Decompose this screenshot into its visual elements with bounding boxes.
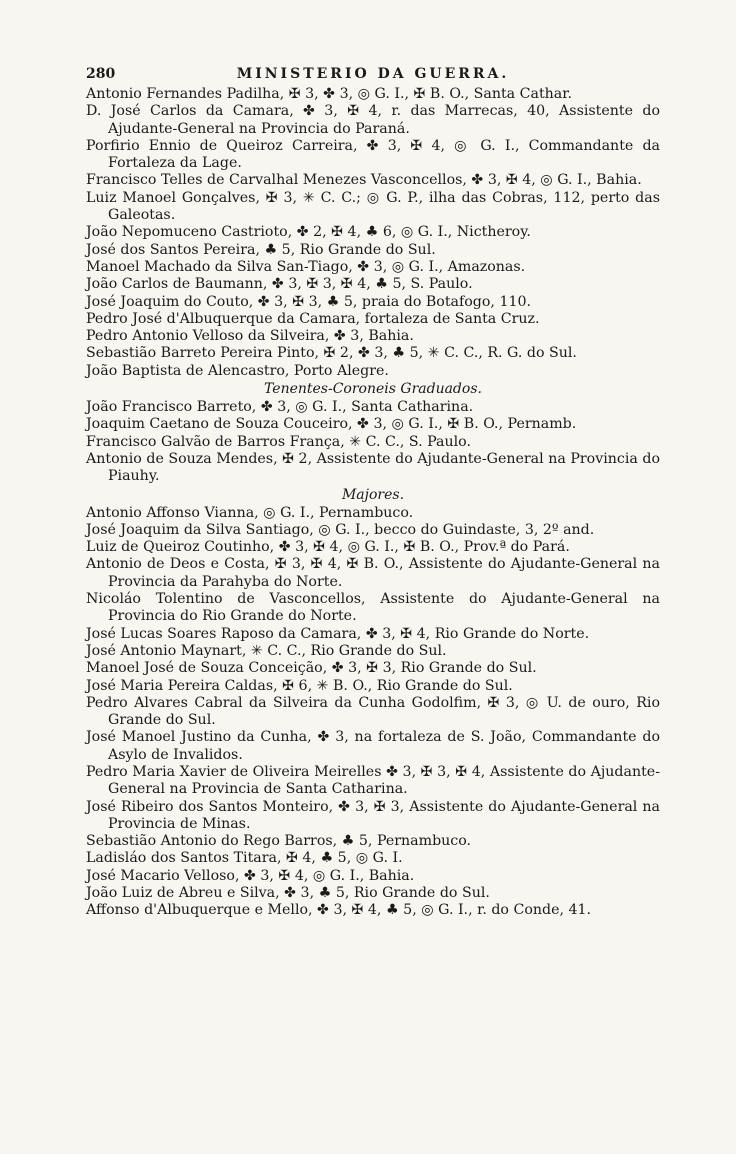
officer-entry: Luiz de Queiroz Coutinho, ✤ 3, ✠ 4, ◎ G. I., ✠ B. O., Prov.ª do Pará. (86, 539, 570, 556)
officer-entry: Manoel Machado da Silva San-Tiago, ✤ 3, ◎ G. I., Amazonas. (86, 258, 526, 275)
officer-list-majores (86, 505, 660, 920)
running-head: MINISTERIO DA GUERRA. (236, 66, 510, 82)
officer-entry: Pedro Antonio Velloso da Silveira, ✤ 3, Bahia. (86, 328, 414, 345)
officer-entry: D. José Carlos da Camara, ✤ 3, ✠ 4, r. das Marrecas, 40, Assistente do Ajudante-General na Provincia do Paraná. (86, 103, 660, 137)
page-number: 280 (86, 66, 116, 82)
officer-entry: Antonio Fernandes Padilha, ✠ 3, ✤ 3, ◎ G. I., ✠ B. O., Santa Cathar. (86, 86, 572, 102)
officer-entry: Joaquim Caetano de Souza Couceiro, ✤ 3, ◎ G. I., ✠ B. O., Pernamb. (86, 416, 577, 433)
entries-list (86, 86, 660, 920)
officer-list-tenentes (86, 399, 660, 485)
officer-entry: Sebastião Antonio do Rego Barros, ♣ 5, Pernambuco. (86, 833, 472, 850)
officer-entry: José Ribeiro dos Santos Monteiro, ✤ 3, ✠ 3, Assistente do Ajudante-General na Provincia de Minas. (86, 798, 660, 832)
officer-entry: Ladisláo dos Santos Titara, ✠ 4, ♣ 5, ◎ G. I. (86, 850, 403, 867)
officer-entry: José Macario Velloso, ✤ 3, ✠ 4, ◎ G. I., Bahia. (86, 867, 415, 884)
officer-entry: João Nepomuceno Castrioto, ✤ 2, ✠ 4, ♣ 6, ◎ G. I., Nictheroy. (86, 224, 531, 241)
officer-entry: João Baptista de Alencastro, Porto Alegre. (86, 362, 389, 379)
section-title-tenentes-coroneis: Tenentes-Coroneis Graduados. (264, 381, 482, 398)
officer-entry: José dos Santos Pereira, ♣ 5, Rio Grande do Sul. (86, 241, 436, 258)
officer-entry: Affonso d'Albuquerque e Mello, ✤ 3, ✠ 4, ♣ 5, ◎ G. I., r. do Conde, 41. (86, 902, 592, 919)
officer-entry: José Lucas Soares Raposo da Camara, ✤ 3, ✠ 4, Rio Grande do Norte. (86, 625, 590, 642)
officer-entry: Antonio Affonso Vianna, ◎ G. I., Pernambuco. (86, 504, 414, 521)
officer-entry: José Joaquim da Silva Santiago, ◎ G. I., becco do Guindaste, 3, 2º and. (86, 521, 595, 538)
officer-entry: Antonio de Souza Mendes, ✠ 2, Assistente do Ajudante-General na Provincia do Piauhy. (86, 450, 660, 485)
officer-entry: João Francisco Barreto, ✤ 3, ◎ G. I., Santa Catharina. (86, 399, 474, 416)
officer-entry: João Luiz de Abreu e Silva, ✤ 3, ♣ 5, Rio Grande do Sul. (86, 885, 490, 902)
officer-entry: Pedro Maria Xavier de Oliveira Meirelles ✤ 3, ✠ 3, ✠ 4, Assistente do Ajudante-General na Provincia de Santa Catharina. (86, 763, 660, 798)
officer-entry: Francisco Telles de Carvalhal Menezes Vasconcellos, ✤ 3, ✠ 4, ◎ G. I., Bahia. (86, 172, 642, 189)
officer-entry: Sebastião Barreto Pereira Pinto, ✠ 2, ✤ 3, ♣ 5, ✳ C. C., R. G. do Sul. (86, 345, 577, 362)
page-header (86, 62, 660, 86)
officer-entry: José Maria Pereira Caldas, ✠ 6, ✳ B. O., Rio Grande do Sul. (86, 677, 513, 694)
officer-entry: José Joaquim do Couto, ✤ 3, ✠ 3, ♣ 5, praia do Botafogo, 110. (86, 293, 532, 310)
officer-entry: Pedro José d'Albuquerque da Camara, fortaleza de Santa Cruz. (86, 310, 540, 327)
officer-entry: Francisco Galvão de Barros França, ✳ C. C., S. Paulo. (86, 433, 471, 450)
officer-entry: João Carlos de Baumann, ✤ 3, ✠ 3, ✠ 4, ♣ 5, S. Paulo. (86, 276, 473, 293)
section-title-majores: Majores. (341, 486, 405, 503)
officer-entry: Luiz Manoel Gonçalves, ✠ 3, ✳ C. C.; ◎ G. P., ilha das Cobras, 112, perto das Galeotas. (86, 189, 660, 224)
officer-entry: Nicoláo Tolentino de Vasconcellos, Assistente do Ajudante-General na Provincia do Rio Grande do Norte. (86, 591, 660, 625)
officer-entry: Porfirio Ennio de Queiroz Carreira, ✤ 3, ✠ 4, ◎ G. I., Commandante da Fortaleza da Lage. (86, 137, 660, 172)
officer-entry: José Manoel Justino da Cunha, ✤ 3, na fortaleza de S. João, Commandante do Asylo de Invalidos. (86, 729, 660, 763)
officer-entry: José Antonio Maynart, ✳ C. C., Rio Grande do Sul. (86, 642, 447, 659)
officer-entry: Antonio de Deos e Costa, ✠ 3, ✠ 4, ✠ B. O., Assistente do Ajudante-General na Provincia da Parahyba do Norte. (86, 556, 660, 590)
officer-list-top (86, 86, 660, 380)
officer-entry: Pedro Alvares Cabral da Silveira da Cunha Godolfim, ✠ 3, ◎ U. de ouro, Rio Grande do Sul. (86, 694, 660, 729)
officer-entry: Manoel José de Souza Conceição, ✤ 3, ✠ 3, Rio Grande do Sul. (86, 660, 537, 677)
